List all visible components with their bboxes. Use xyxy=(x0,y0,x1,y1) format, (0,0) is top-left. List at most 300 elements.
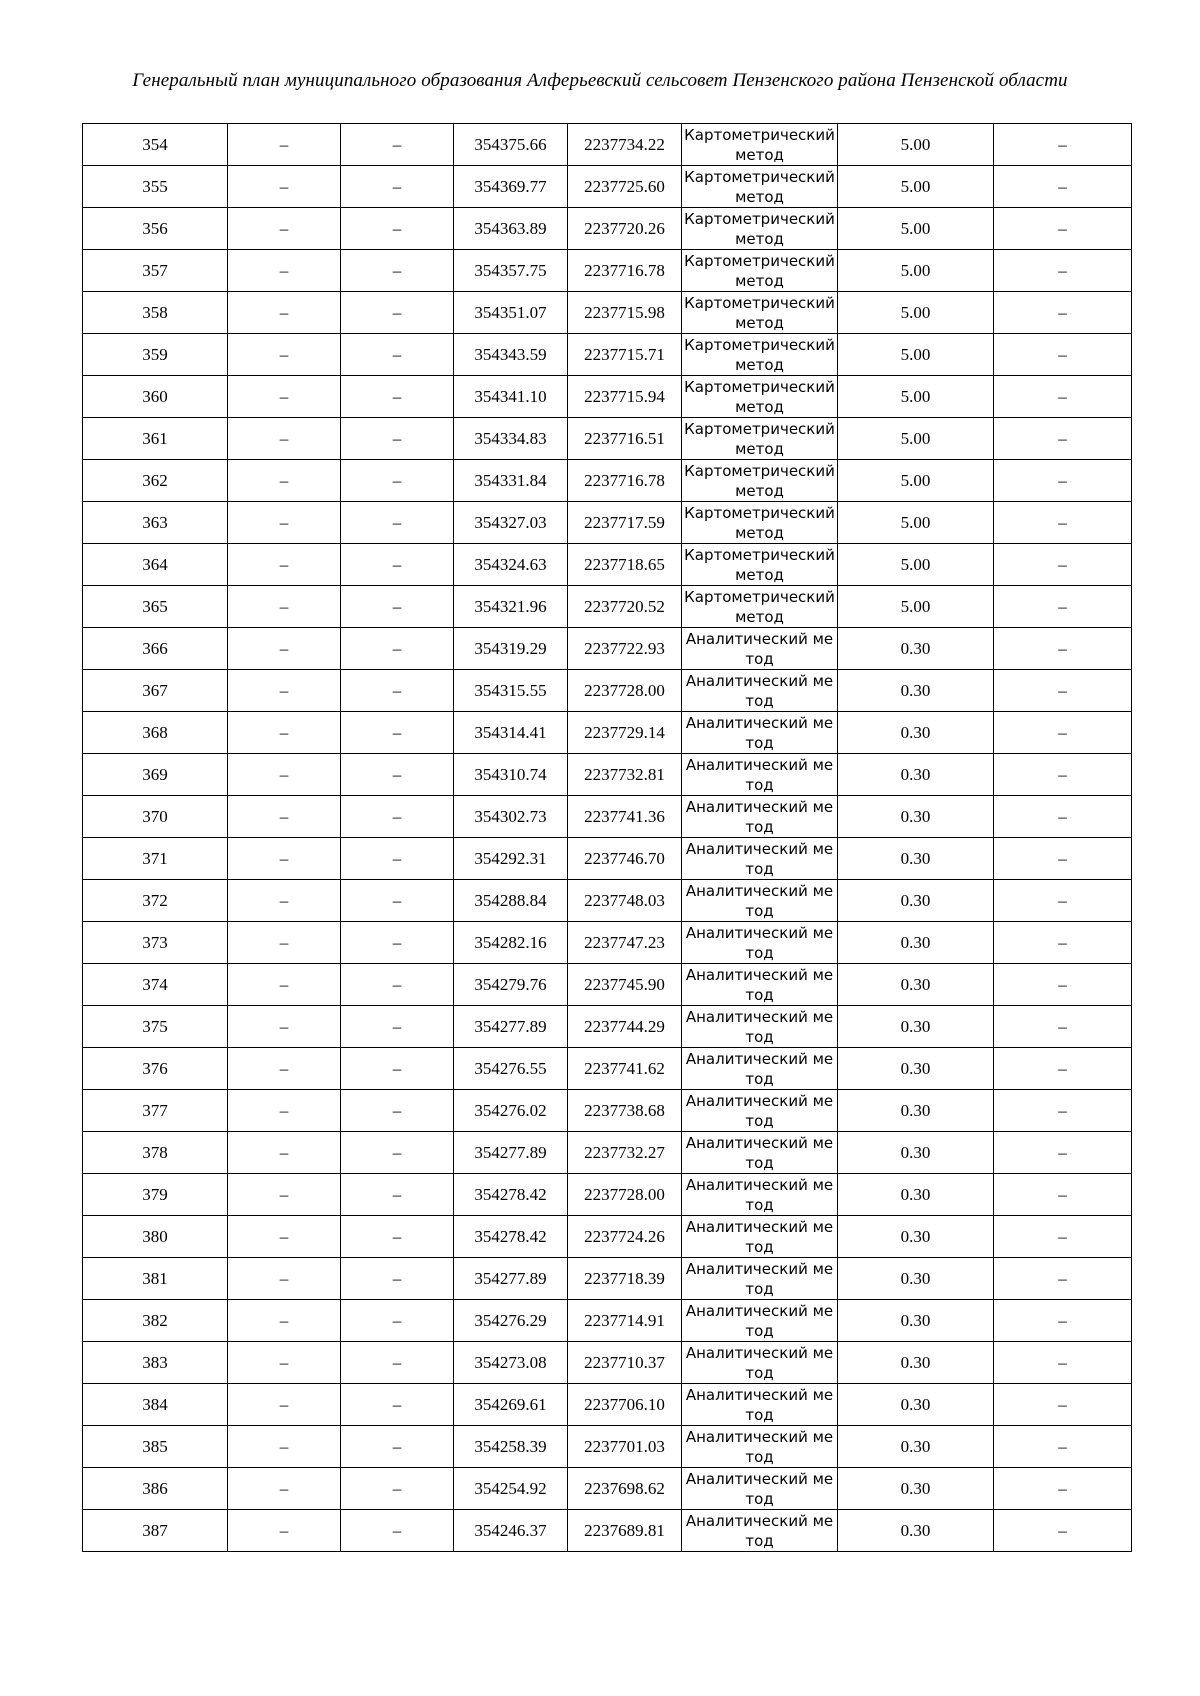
method-cell: Картометрический метод xyxy=(682,418,838,460)
empty-dash-cell: – xyxy=(341,796,454,838)
table-row xyxy=(83,1090,1132,1132)
method-cell: Аналитический метод xyxy=(682,1510,838,1552)
accuracy-cell: 5.00 xyxy=(838,250,994,292)
x-coordinate-cell: 354278.42 xyxy=(454,1216,568,1258)
x-coordinate-cell: 354276.55 xyxy=(454,1048,568,1090)
table-row xyxy=(83,754,1132,796)
empty-dash-cell: – xyxy=(341,1174,454,1216)
table-row xyxy=(83,376,1132,418)
x-coordinate-cell: 354375.66 xyxy=(454,124,568,166)
y-coordinate-cell: 2237729.14 xyxy=(568,712,682,754)
point-number-cell: 359 xyxy=(83,334,228,376)
y-coordinate-cell: 2237728.00 xyxy=(568,1174,682,1216)
empty-dash-cell: – xyxy=(994,208,1132,250)
empty-dash-cell: – xyxy=(341,250,454,292)
empty-dash-cell: – xyxy=(994,712,1132,754)
method-cell: Аналитический метод xyxy=(682,880,838,922)
empty-dash-cell: – xyxy=(994,628,1132,670)
accuracy-cell: 5.00 xyxy=(838,418,994,460)
empty-dash-cell: – xyxy=(228,124,341,166)
method-cell: Аналитический метод xyxy=(682,1468,838,1510)
y-coordinate-cell: 2237741.36 xyxy=(568,796,682,838)
point-number-cell: 373 xyxy=(83,922,228,964)
method-cell: Картометрический метод xyxy=(682,502,838,544)
accuracy-cell: 0.30 xyxy=(838,1426,994,1468)
table-row xyxy=(83,964,1132,1006)
y-coordinate-cell: 2237689.81 xyxy=(568,1510,682,1552)
table-row xyxy=(83,1216,1132,1258)
y-coordinate-cell: 2237720.52 xyxy=(568,586,682,628)
empty-dash-cell: – xyxy=(994,292,1132,334)
accuracy-cell: 5.00 xyxy=(838,586,994,628)
point-number-cell: 378 xyxy=(83,1132,228,1174)
accuracy-cell: 0.30 xyxy=(838,964,994,1006)
accuracy-cell: 0.30 xyxy=(838,754,994,796)
empty-dash-cell: – xyxy=(341,1090,454,1132)
point-number-cell: 387 xyxy=(83,1510,228,1552)
table-row xyxy=(83,502,1132,544)
method-cell: Картометрический метод xyxy=(682,460,838,502)
table-row xyxy=(83,880,1132,922)
empty-dash-cell: – xyxy=(228,1384,341,1426)
method-cell: Аналитический метод xyxy=(682,1258,838,1300)
y-coordinate-cell: 2237745.90 xyxy=(568,964,682,1006)
y-coordinate-cell: 2237744.29 xyxy=(568,1006,682,1048)
point-number-cell: 360 xyxy=(83,376,228,418)
point-number-cell: 384 xyxy=(83,1384,228,1426)
method-cell: Аналитический метод xyxy=(682,1048,838,1090)
table-row xyxy=(83,334,1132,376)
empty-dash-cell: – xyxy=(228,586,341,628)
coordinates-table-body xyxy=(83,124,1132,1552)
empty-dash-cell: – xyxy=(228,1132,341,1174)
point-number-cell: 356 xyxy=(83,208,228,250)
x-coordinate-cell: 354343.59 xyxy=(454,334,568,376)
empty-dash-cell: – xyxy=(341,1006,454,1048)
empty-dash-cell: – xyxy=(341,1132,454,1174)
x-coordinate-cell: 354277.89 xyxy=(454,1006,568,1048)
empty-dash-cell: – xyxy=(228,1216,341,1258)
accuracy-cell: 0.30 xyxy=(838,628,994,670)
empty-dash-cell: – xyxy=(994,1048,1132,1090)
method-cell: Картометрический метод xyxy=(682,208,838,250)
y-coordinate-cell: 2237748.03 xyxy=(568,880,682,922)
empty-dash-cell: – xyxy=(228,460,341,502)
point-number-cell: 380 xyxy=(83,1216,228,1258)
y-coordinate-cell: 2237747.23 xyxy=(568,922,682,964)
method-cell: Аналитический метод xyxy=(682,1006,838,1048)
accuracy-cell: 0.30 xyxy=(838,1174,994,1216)
point-number-cell: 383 xyxy=(83,1342,228,1384)
empty-dash-cell: – xyxy=(994,1258,1132,1300)
point-number-cell: 358 xyxy=(83,292,228,334)
accuracy-cell: 5.00 xyxy=(838,334,994,376)
y-coordinate-cell: 2237741.62 xyxy=(568,1048,682,1090)
point-number-cell: 382 xyxy=(83,1300,228,1342)
accuracy-cell: 0.30 xyxy=(838,712,994,754)
x-coordinate-cell: 354321.96 xyxy=(454,586,568,628)
table-row xyxy=(83,250,1132,292)
y-coordinate-cell: 2237718.65 xyxy=(568,544,682,586)
accuracy-cell: 0.30 xyxy=(838,796,994,838)
method-cell: Аналитический метод xyxy=(682,1384,838,1426)
y-coordinate-cell: 2237717.59 xyxy=(568,502,682,544)
table-row xyxy=(83,670,1132,712)
x-coordinate-cell: 354246.37 xyxy=(454,1510,568,1552)
empty-dash-cell: – xyxy=(341,334,454,376)
accuracy-cell: 0.30 xyxy=(838,670,994,712)
accuracy-cell: 0.30 xyxy=(838,1006,994,1048)
empty-dash-cell: – xyxy=(228,1300,341,1342)
method-cell: Аналитический метод xyxy=(682,628,838,670)
empty-dash-cell: – xyxy=(228,1174,341,1216)
table-row xyxy=(83,544,1132,586)
point-number-cell: 386 xyxy=(83,1468,228,1510)
table-row xyxy=(83,796,1132,838)
empty-dash-cell: – xyxy=(341,502,454,544)
method-cell: Картометрический метод xyxy=(682,586,838,628)
x-coordinate-cell: 354302.73 xyxy=(454,796,568,838)
point-number-cell: 375 xyxy=(83,1006,228,1048)
empty-dash-cell: – xyxy=(994,124,1132,166)
point-number-cell: 385 xyxy=(83,1426,228,1468)
empty-dash-cell: – xyxy=(341,544,454,586)
point-number-cell: 355 xyxy=(83,166,228,208)
empty-dash-cell: – xyxy=(994,880,1132,922)
x-coordinate-cell: 354292.31 xyxy=(454,838,568,880)
y-coordinate-cell: 2237715.98 xyxy=(568,292,682,334)
table-row xyxy=(83,1468,1132,1510)
y-coordinate-cell: 2237710.37 xyxy=(568,1342,682,1384)
y-coordinate-cell: 2237716.51 xyxy=(568,418,682,460)
x-coordinate-cell: 354319.29 xyxy=(454,628,568,670)
point-number-cell: 369 xyxy=(83,754,228,796)
x-coordinate-cell: 354288.84 xyxy=(454,880,568,922)
empty-dash-cell: – xyxy=(341,964,454,1006)
empty-dash-cell: – xyxy=(228,418,341,460)
empty-dash-cell: – xyxy=(994,418,1132,460)
accuracy-cell: 0.30 xyxy=(838,1510,994,1552)
accuracy-cell: 0.30 xyxy=(838,1300,994,1342)
empty-dash-cell: – xyxy=(228,292,341,334)
empty-dash-cell: – xyxy=(228,712,341,754)
empty-dash-cell: – xyxy=(228,1258,341,1300)
y-coordinate-cell: 2237714.91 xyxy=(568,1300,682,1342)
y-coordinate-cell: 2237701.03 xyxy=(568,1426,682,1468)
accuracy-cell: 5.00 xyxy=(838,376,994,418)
empty-dash-cell: – xyxy=(341,586,454,628)
empty-dash-cell: – xyxy=(228,964,341,1006)
empty-dash-cell: – xyxy=(341,670,454,712)
accuracy-cell: 0.30 xyxy=(838,838,994,880)
table-row xyxy=(83,166,1132,208)
method-cell: Аналитический метод xyxy=(682,1426,838,1468)
point-number-cell: 377 xyxy=(83,1090,228,1132)
empty-dash-cell: – xyxy=(341,1216,454,1258)
accuracy-cell: 0.30 xyxy=(838,1384,994,1426)
table-row xyxy=(83,1342,1132,1384)
method-cell: Аналитический метод xyxy=(682,1132,838,1174)
method-cell: Аналитический метод xyxy=(682,754,838,796)
empty-dash-cell: – xyxy=(228,1006,341,1048)
point-number-cell: 354 xyxy=(83,124,228,166)
empty-dash-cell: – xyxy=(341,1468,454,1510)
x-coordinate-cell: 354276.02 xyxy=(454,1090,568,1132)
empty-dash-cell: – xyxy=(228,838,341,880)
table-row xyxy=(83,1510,1132,1552)
empty-dash-cell: – xyxy=(341,1426,454,1468)
empty-dash-cell: – xyxy=(994,586,1132,628)
empty-dash-cell: – xyxy=(228,208,341,250)
method-cell: Аналитический метод xyxy=(682,838,838,880)
empty-dash-cell: – xyxy=(994,460,1132,502)
empty-dash-cell: – xyxy=(341,880,454,922)
empty-dash-cell: – xyxy=(994,1510,1132,1552)
x-coordinate-cell: 354334.83 xyxy=(454,418,568,460)
method-cell: Аналитический метод xyxy=(682,1090,838,1132)
x-coordinate-cell: 354314.41 xyxy=(454,712,568,754)
empty-dash-cell: – xyxy=(994,334,1132,376)
table-row xyxy=(83,1384,1132,1426)
point-number-cell: 363 xyxy=(83,502,228,544)
table-row xyxy=(83,1048,1132,1090)
table-row xyxy=(83,712,1132,754)
empty-dash-cell: – xyxy=(994,1174,1132,1216)
table-row xyxy=(83,628,1132,670)
empty-dash-cell: – xyxy=(994,1300,1132,1342)
empty-dash-cell: – xyxy=(994,544,1132,586)
x-coordinate-cell: 354278.42 xyxy=(454,1174,568,1216)
accuracy-cell: 5.00 xyxy=(838,292,994,334)
empty-dash-cell: – xyxy=(341,460,454,502)
coordinates-table xyxy=(82,123,1132,1552)
x-coordinate-cell: 354276.29 xyxy=(454,1300,568,1342)
empty-dash-cell: – xyxy=(341,1048,454,1090)
empty-dash-cell: – xyxy=(994,670,1132,712)
accuracy-cell: 5.00 xyxy=(838,544,994,586)
method-cell: Аналитический метод xyxy=(682,1342,838,1384)
x-coordinate-cell: 354269.61 xyxy=(454,1384,568,1426)
empty-dash-cell: – xyxy=(341,1342,454,1384)
y-coordinate-cell: 2237716.78 xyxy=(568,460,682,502)
accuracy-cell: 0.30 xyxy=(838,1468,994,1510)
y-coordinate-cell: 2237728.00 xyxy=(568,670,682,712)
x-coordinate-cell: 354315.55 xyxy=(454,670,568,712)
empty-dash-cell: – xyxy=(341,124,454,166)
point-number-cell: 381 xyxy=(83,1258,228,1300)
empty-dash-cell: – xyxy=(341,418,454,460)
empty-dash-cell: – xyxy=(994,922,1132,964)
x-coordinate-cell: 354363.89 xyxy=(454,208,568,250)
y-coordinate-cell: 2237732.81 xyxy=(568,754,682,796)
empty-dash-cell: – xyxy=(341,838,454,880)
empty-dash-cell: – xyxy=(994,838,1132,880)
point-number-cell: 374 xyxy=(83,964,228,1006)
method-cell: Картометрический метод xyxy=(682,124,838,166)
empty-dash-cell: – xyxy=(228,754,341,796)
empty-dash-cell: – xyxy=(994,1006,1132,1048)
table-row xyxy=(83,1300,1132,1342)
table-row xyxy=(83,586,1132,628)
empty-dash-cell: – xyxy=(994,1090,1132,1132)
empty-dash-cell: – xyxy=(994,1132,1132,1174)
x-coordinate-cell: 354331.84 xyxy=(454,460,568,502)
empty-dash-cell: – xyxy=(994,1426,1132,1468)
empty-dash-cell: – xyxy=(341,376,454,418)
empty-dash-cell: – xyxy=(228,1426,341,1468)
y-coordinate-cell: 2237715.71 xyxy=(568,334,682,376)
method-cell: Аналитический метод xyxy=(682,1216,838,1258)
empty-dash-cell: – xyxy=(994,166,1132,208)
empty-dash-cell: – xyxy=(228,502,341,544)
table-row xyxy=(83,292,1132,334)
y-coordinate-cell: 2237746.70 xyxy=(568,838,682,880)
point-number-cell: 361 xyxy=(83,418,228,460)
accuracy-cell: 0.30 xyxy=(838,880,994,922)
x-coordinate-cell: 354258.39 xyxy=(454,1426,568,1468)
empty-dash-cell: – xyxy=(341,754,454,796)
x-coordinate-cell: 354357.75 xyxy=(454,250,568,292)
empty-dash-cell: – xyxy=(228,796,341,838)
point-number-cell: 365 xyxy=(83,586,228,628)
y-coordinate-cell: 2237725.60 xyxy=(568,166,682,208)
empty-dash-cell: – xyxy=(341,292,454,334)
x-coordinate-cell: 354282.16 xyxy=(454,922,568,964)
page-header-title: Генеральный план муниципального образования Алферьевский сельсовет Пензенского района Пензенской области xyxy=(132,70,1068,91)
method-cell: Картометрический метод xyxy=(682,376,838,418)
table-row xyxy=(83,1426,1132,1468)
x-coordinate-cell: 354369.77 xyxy=(454,166,568,208)
empty-dash-cell: – xyxy=(994,376,1132,418)
point-number-cell: 368 xyxy=(83,712,228,754)
method-cell: Аналитический метод xyxy=(682,712,838,754)
empty-dash-cell: – xyxy=(228,1048,341,1090)
y-coordinate-cell: 2237706.10 xyxy=(568,1384,682,1426)
empty-dash-cell: – xyxy=(341,1384,454,1426)
x-coordinate-cell: 354277.89 xyxy=(454,1258,568,1300)
method-cell: Аналитический метод xyxy=(682,922,838,964)
empty-dash-cell: – xyxy=(341,208,454,250)
x-coordinate-cell: 354310.74 xyxy=(454,754,568,796)
empty-dash-cell: – xyxy=(341,1258,454,1300)
method-cell: Картометрический метод xyxy=(682,292,838,334)
accuracy-cell: 0.30 xyxy=(838,1258,994,1300)
method-cell: Картометрический метод xyxy=(682,544,838,586)
point-number-cell: 370 xyxy=(83,796,228,838)
empty-dash-cell: – xyxy=(228,1342,341,1384)
method-cell: Картометрический метод xyxy=(682,334,838,376)
y-coordinate-cell: 2237738.68 xyxy=(568,1090,682,1132)
accuracy-cell: 5.00 xyxy=(838,460,994,502)
table-row xyxy=(83,1258,1132,1300)
table-row xyxy=(83,208,1132,250)
accuracy-cell: 5.00 xyxy=(838,124,994,166)
table-row xyxy=(83,922,1132,964)
point-number-cell: 367 xyxy=(83,670,228,712)
method-cell: Аналитический метод xyxy=(682,964,838,1006)
table-row xyxy=(83,124,1132,166)
empty-dash-cell: – xyxy=(341,166,454,208)
y-coordinate-cell: 2237716.78 xyxy=(568,250,682,292)
empty-dash-cell: – xyxy=(994,250,1132,292)
x-coordinate-cell: 354277.89 xyxy=(454,1132,568,1174)
method-cell: Аналитический метод xyxy=(682,1300,838,1342)
x-coordinate-cell: 354341.10 xyxy=(454,376,568,418)
empty-dash-cell: – xyxy=(341,712,454,754)
x-coordinate-cell: 354279.76 xyxy=(454,964,568,1006)
accuracy-cell: 0.30 xyxy=(838,1342,994,1384)
y-coordinate-cell: 2237720.26 xyxy=(568,208,682,250)
empty-dash-cell: – xyxy=(341,1510,454,1552)
accuracy-cell: 0.30 xyxy=(838,1090,994,1132)
method-cell: Картометрический метод xyxy=(682,166,838,208)
table-row xyxy=(83,460,1132,502)
empty-dash-cell: – xyxy=(228,628,341,670)
accuracy-cell: 0.30 xyxy=(838,1132,994,1174)
point-number-cell: 362 xyxy=(83,460,228,502)
method-cell: Аналитический метод xyxy=(682,796,838,838)
empty-dash-cell: – xyxy=(228,166,341,208)
accuracy-cell: 5.00 xyxy=(838,166,994,208)
empty-dash-cell: – xyxy=(228,1468,341,1510)
x-coordinate-cell: 354273.08 xyxy=(454,1342,568,1384)
empty-dash-cell: – xyxy=(994,754,1132,796)
table-row xyxy=(83,418,1132,460)
y-coordinate-cell: 2237722.93 xyxy=(568,628,682,670)
y-coordinate-cell: 2237734.22 xyxy=(568,124,682,166)
table-row xyxy=(83,1132,1132,1174)
empty-dash-cell: – xyxy=(994,796,1132,838)
empty-dash-cell: – xyxy=(228,1510,341,1552)
accuracy-cell: 0.30 xyxy=(838,1216,994,1258)
point-number-cell: 372 xyxy=(83,880,228,922)
method-cell: Аналитический метод xyxy=(682,670,838,712)
x-coordinate-cell: 354327.03 xyxy=(454,502,568,544)
point-number-cell: 379 xyxy=(83,1174,228,1216)
empty-dash-cell: – xyxy=(341,922,454,964)
empty-dash-cell: – xyxy=(228,250,341,292)
x-coordinate-cell: 354324.63 xyxy=(454,544,568,586)
empty-dash-cell: – xyxy=(994,502,1132,544)
table-row xyxy=(83,838,1132,880)
empty-dash-cell: – xyxy=(341,628,454,670)
x-coordinate-cell: 354351.07 xyxy=(454,292,568,334)
point-number-cell: 366 xyxy=(83,628,228,670)
point-number-cell: 364 xyxy=(83,544,228,586)
empty-dash-cell: – xyxy=(228,880,341,922)
table-row xyxy=(83,1006,1132,1048)
method-cell: Картометрический метод xyxy=(682,250,838,292)
y-coordinate-cell: 2237715.94 xyxy=(568,376,682,418)
empty-dash-cell: – xyxy=(994,1342,1132,1384)
table-row xyxy=(83,1174,1132,1216)
accuracy-cell: 5.00 xyxy=(838,208,994,250)
empty-dash-cell: – xyxy=(994,1384,1132,1426)
empty-dash-cell: – xyxy=(228,376,341,418)
empty-dash-cell: – xyxy=(228,922,341,964)
method-cell: Аналитический метод xyxy=(682,1174,838,1216)
empty-dash-cell: – xyxy=(994,1216,1132,1258)
y-coordinate-cell: 2237718.39 xyxy=(568,1258,682,1300)
y-coordinate-cell: 2237732.27 xyxy=(568,1132,682,1174)
empty-dash-cell: – xyxy=(994,964,1132,1006)
point-number-cell: 371 xyxy=(83,838,228,880)
empty-dash-cell: – xyxy=(228,544,341,586)
y-coordinate-cell: 2237698.62 xyxy=(568,1468,682,1510)
point-number-cell: 376 xyxy=(83,1048,228,1090)
empty-dash-cell: – xyxy=(994,1468,1132,1510)
y-coordinate-cell: 2237724.26 xyxy=(568,1216,682,1258)
